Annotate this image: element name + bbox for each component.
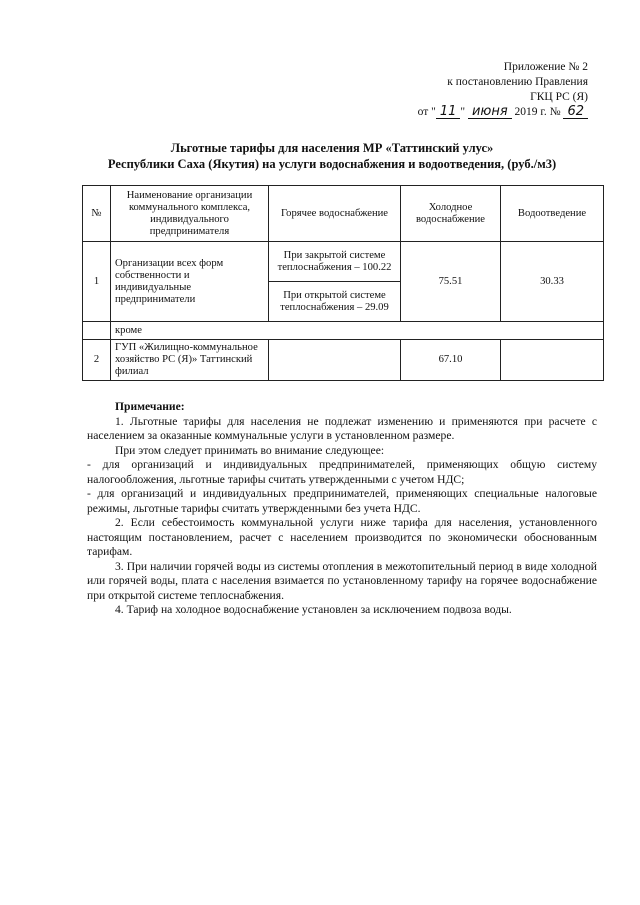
date-prefix: от " [417, 106, 436, 118]
notes-section [87, 400, 597, 618]
appendix-date-line [328, 105, 588, 120]
row1-hot-closed: При закрытой системе теплоснабжения – 100.22 [269, 242, 401, 282]
table-header-row [83, 186, 604, 242]
table-row [83, 242, 604, 282]
row1-org: Организации всех форм собственности и индивидуальные предприниматели [111, 242, 269, 322]
appendix-header [328, 60, 588, 120]
except-num-cell [83, 322, 111, 340]
row2-sewer [501, 340, 604, 381]
row1-num: 1 [83, 242, 111, 322]
appendix-line-2: к постановлению Правления [447, 76, 588, 88]
date-mid: " [460, 106, 466, 118]
row2-num: 2 [83, 340, 111, 381]
handwritten-month: июня [468, 105, 512, 119]
handwritten-day: 11 [436, 105, 461, 119]
note-paragraph-6: 3. При наличии горячей воды из системы отопления в межотопительный период в виде холодной или горячей воды, плата с населения взимается по установленному тарифу на горячее водоснабжение при открытой системе теплоснабжения. [87, 559, 597, 602]
table-row [83, 340, 604, 381]
note-paragraph-3: - для организаций и индивидуальных предпринимателей, применяющих общую систему налогообложения, льготные тарифы считать утвержденными с учетом НДС; [87, 458, 597, 486]
header-org: Наименование организации коммунального комплекса, индивидуального предпринимателя [111, 186, 269, 242]
document-title [60, 140, 604, 172]
except-label: кроме [111, 322, 604, 340]
title-line-1: Льготные тарифы для населения МР «Таттинский улус» [170, 141, 494, 155]
note-paragraph-4: - для организаций и индивидуальных предпринимателей, применяющих специальные налоговые режимы, льготные тарифы считать утвержденными без учета НДС. [87, 487, 597, 515]
row2-cold: 67.10 [401, 340, 501, 381]
note-paragraph-2: При этом следует принимать во внимание следующее: [115, 443, 385, 457]
notes-heading: Примечание: [115, 400, 185, 413]
title-line-2: Республики Саха (Якутия) на услуги водоснабжения и водоотведения, (руб./м3) [107, 157, 557, 171]
appendix-line-3: ГКЦ РС (Я) [530, 91, 588, 103]
tariff-table [82, 185, 604, 381]
header-hot-water: Горячее водоснабжение [269, 186, 401, 242]
row1-sewer: 30.33 [501, 242, 604, 322]
table-row-except [83, 322, 604, 340]
row1-hot-open: При открытой системе теплоснабжения – 29.09 [269, 282, 401, 322]
handwritten-number: 62 [563, 105, 588, 119]
row2-org: ГУП «Жилищно-коммунальное хозяйство РС (Я)» Таттинский филиал [111, 340, 269, 381]
row1-cold: 75.51 [401, 242, 501, 322]
row2-hot [269, 340, 401, 381]
date-year: 2019 г. № [514, 106, 561, 118]
header-sewerage: Водоотведение [501, 186, 604, 242]
header-cold-water: Холодное водоснабжение [401, 186, 501, 242]
note-paragraph-1: 1. Льготные тарифы для населения не подлежат изменению и применяются при расчете с населением за оказанные коммунальные услуги в установленном размере. [87, 414, 597, 442]
note-paragraph-5: 2. Если себестоимость коммунальной услуги ниже тарифа для населения, установленного настоящим постановлением, расчет с населением производится по экономически обоснованным тарифам. [87, 516, 597, 558]
note-paragraph-7: 4. Тариф на холодное водоснабжение установлен за исключением подвоза воды. [115, 603, 512, 616]
appendix-line-1: Приложение № 2 [503, 61, 588, 73]
header-num: № [83, 186, 111, 242]
